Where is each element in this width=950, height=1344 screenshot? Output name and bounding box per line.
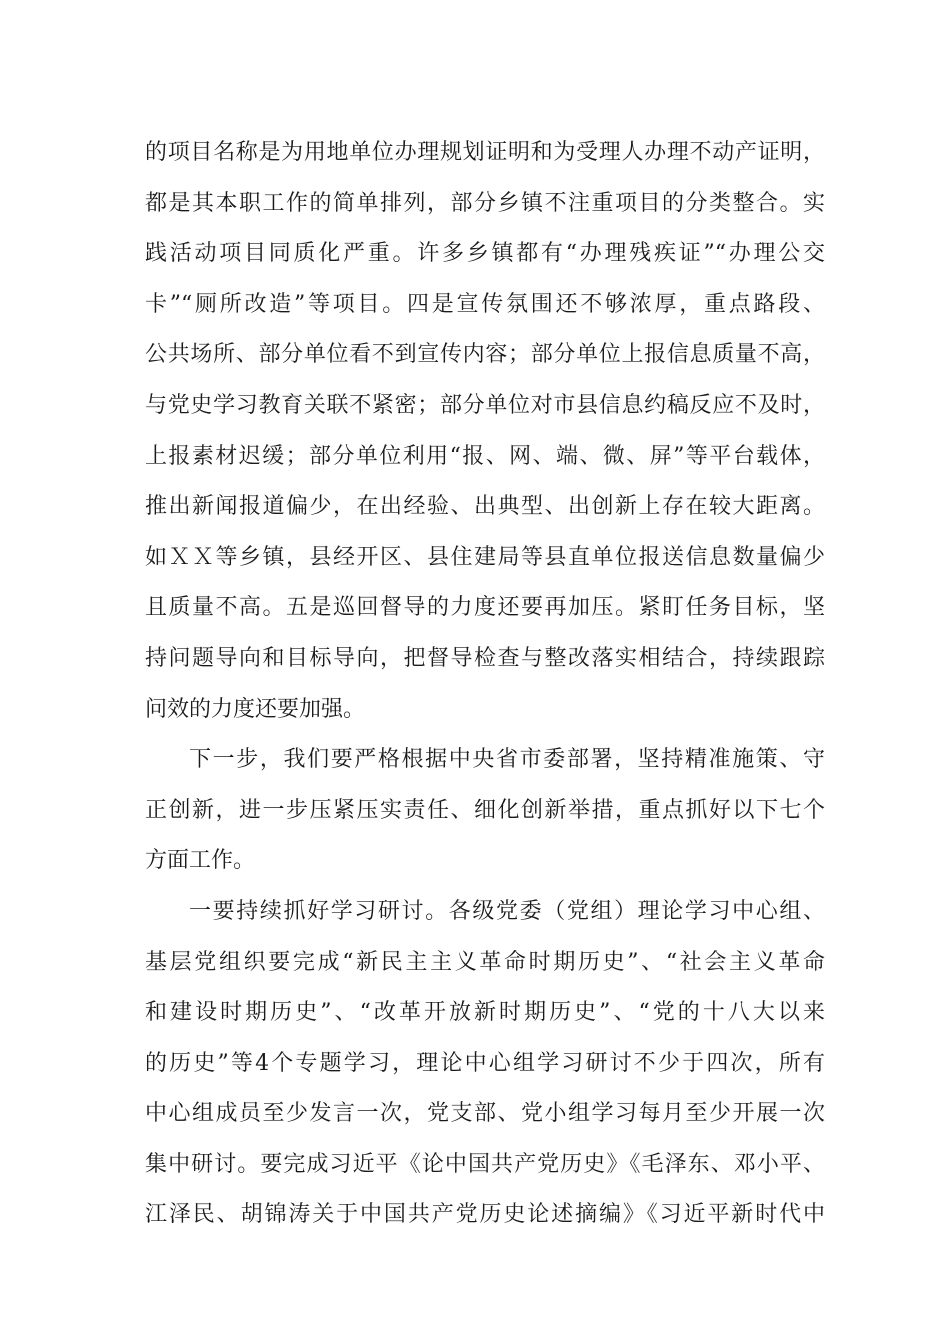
text-line: 的项目名称是为用地单位办理规划证明和为受理人办理不动产证明，	[145, 140, 825, 165]
text-line: 且质量不高。五是巡回督导的力度还要再加压。紧盯任务目标，坚	[145, 595, 825, 621]
text-line: 一要持续抓好学习研讨。各级党委（党组）理论学习中心组、	[189, 898, 825, 924]
text-line: 正创新，进一步压紧压实责任、细化创新举措，重点抓好以下七个	[145, 797, 825, 823]
text-line: 基层党组织要完成“新民主主义革命时期历史”、“社会主义革命	[145, 949, 825, 975]
text-line: 如ＸＸ等乡镇，县经开区、县住建局等县直单位报送信息数量偏少	[145, 544, 825, 570]
text-line: 与党史学习教育关联不紧密；部分单位对市县信息约稿反应不及时，	[145, 392, 825, 418]
paragraph-2	[145, 735, 825, 887]
text-line: 下一步，我们要严格根据中央省市委部署，坚持精准施策、守	[189, 747, 825, 773]
text-line: 集中研讨。要完成习近平《论中国共产党历史》《毛泽东、邓小平、	[145, 1151, 825, 1177]
paragraph-1	[145, 128, 825, 735]
text-line: 的历史”等4个专题学习，理论中心组学习研讨不少于四次，所有	[145, 1050, 825, 1076]
text-line: 江泽民、胡锦涛关于中国共产党历史论述摘编》《习近平新时代中	[145, 1202, 825, 1228]
text-line: 上报素材迟缓；部分单位利用“报、网、端、微、屏”等平台载体，	[145, 443, 825, 469]
text-line: 持问题导向和目标导向，把督导检查与整改落实相结合，持续跟踪	[145, 645, 825, 671]
text-line: 方面工作。	[145, 848, 256, 874]
text-line: 问效的力度还要加强。	[145, 696, 366, 722]
text-line: 和建设时期历史”、“改革开放新时期历史”、“党的十八大以来	[145, 1000, 825, 1026]
text-line: 推出新闻报道偏少，在出经验、出典型、出创新上存在较大距离。	[145, 494, 825, 520]
document-body	[145, 128, 825, 1241]
text-line: 中心组成员至少发言一次，党支部、党小组学习每月至少开展一次	[145, 1101, 825, 1127]
text-line: 卡”“厕所改造”等项目。四是宣传氛围还不够浓厚，重点路段、	[145, 291, 825, 317]
text-line: 都是其本职工作的简单排列，部分乡镇不注重项目的分类整合。实	[145, 190, 825, 216]
text-line: 践活动项目同质化严重。许多乡镇都有“办理残疾证”“办理公交	[145, 241, 825, 267]
text-line: 公共场所、部分单位看不到宣传内容；部分单位上报信息质量不高，	[145, 342, 825, 368]
paragraph-3	[145, 887, 825, 1241]
